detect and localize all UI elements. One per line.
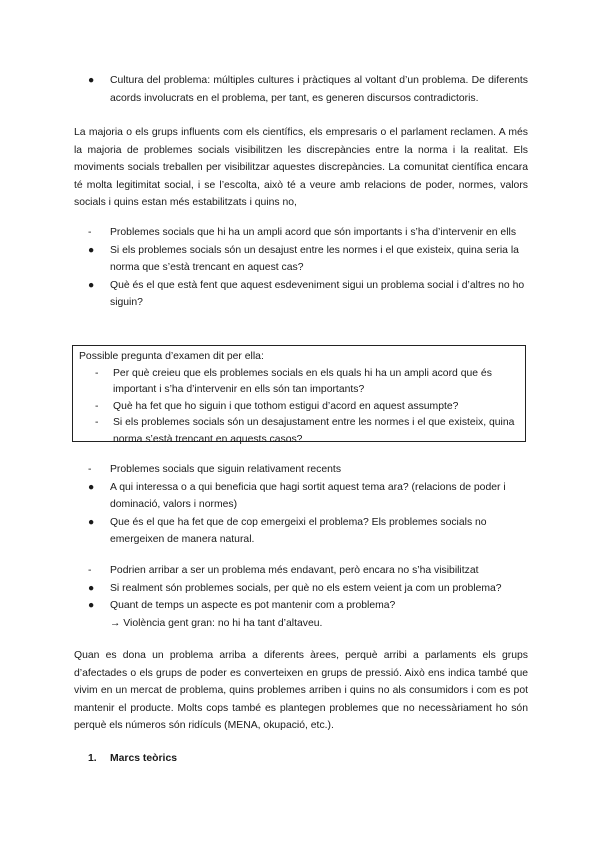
bullet-marker: ● — [88, 600, 95, 612]
dash-marker: - — [88, 565, 92, 576]
list-item-text: Si realment són problemes socials, per què no els estem veient ja com un problema? — [110, 582, 502, 594]
list-item-text: Problemes socials que hi ha un ampli acord que són importants i s’ha d’intervenir en ells — [110, 227, 517, 238]
list-item — [74, 562, 528, 580]
exam-question-text: Què ha fet que ho siguin i que tothom estigui d’acord en aquest assumpte? — [113, 400, 459, 412]
section-title: Marcs teòrics — [110, 753, 177, 764]
dash-marker: - — [88, 464, 92, 475]
bullet-text: Cultura del problema: múltiples cultures i pràctiques al voltant d’un problema. De diferents acords involucrats en el problema, per tant, es generen discursos contradictoris. — [110, 75, 528, 104]
exam-box-title: Possible pregunta d’examen dit per ella: — [79, 351, 264, 362]
bullet-marker: ● — [88, 244, 95, 256]
list-item-text: A qui interessa o a qui beneficia que hagi sortit aquest tema ara? (relacions de poder i dominació, valors i normes) — [110, 481, 506, 511]
bullet-marker: ● — [88, 279, 95, 291]
list-item-text: Problemes socials que siguin relativament recents — [110, 464, 342, 475]
list-item-text: Que és el que ha fet que de cop emergeixi el problema? Els problemes socials no emergeixen de manera natural. — [110, 516, 487, 546]
bullet-marker: ● — [88, 481, 95, 493]
dash-marker: - — [95, 400, 99, 412]
bullet-marker: ● — [88, 516, 95, 528]
paragraph-mercat-problemes — [74, 647, 528, 735]
list-item-text: Podrien arribar a ser un problema més endavant, però encara no s’ha visibilitzat — [110, 565, 479, 576]
paragraph-influents — [74, 124, 528, 212]
list-item-text: Si els problemes socials són un desajust entre les normes i el que existeix, quina seria la norma que s’està trencant en aquest cas? — [110, 244, 519, 274]
list-recents — [74, 461, 528, 549]
bullet-marker: ● — [88, 75, 95, 86]
bullet-marker: ● — [88, 582, 95, 594]
paragraph-text: La majoria o els grups influents com els científics, els empresaris o el parlament reclamen. A més la majoria de problemes socials visibilitzen les discrepàncies entre la norma i la realitat. Els moviments socials treballen per visibilitzar aquestes discrepàncies. La comunitat científica encara té molta legitimitat social, i se l’escolta, això té a veure amb relacions de poder, normes, valors socials i quins estan més estabilitzats i quins no, — [74, 127, 528, 209]
exam-question-box — [72, 345, 526, 445]
cultura-bullet — [74, 72, 528, 107]
dash-marker: - — [95, 417, 99, 428]
list-item-text: Què és el que està fent que aquest esdeveniment sigui un problema social i d’altres no ho siguin? — [110, 279, 525, 309]
list-item — [74, 242, 528, 277]
dash-marker: - — [95, 367, 99, 379]
list-item — [74, 479, 528, 514]
exam-question — [79, 399, 519, 416]
list-item-text: Quant de temps un aspecte es pot mantenir com a problema? — [110, 600, 396, 612]
paragraph-text: Quan es dona un problema arriba a diferents àrees, perquè arribi a parlaments els grups d’afectades o els grups de poder es converteixen en grups de pressió. Això ens indica també que vivim en un mercat de problema, quins problemes arriben i quins no als consumidors i com es pot mantenir el producte. Molts cops també es plantegen problemes que no necessàriament ho són perquè els números són ridículs (MENA, okupació, etc.). — [74, 650, 528, 732]
list-item — [74, 580, 528, 598]
arrow-note: → Violència gent gran: no hi ha tant d’altaveu. — [110, 617, 323, 629]
exam-question — [79, 415, 519, 448]
list-ampli-acord — [74, 224, 528, 312]
list-item — [74, 597, 528, 632]
exam-question-text: Si els problemes socials són un desajustament entre les normes i el que existeix, quina norma s’està trencant en aquests casos? — [113, 417, 515, 445]
exam-question — [79, 366, 519, 399]
section-number: 1. — [88, 753, 97, 764]
list-item — [74, 277, 528, 312]
list-item — [74, 224, 528, 242]
list-mes-endavant — [74, 562, 528, 632]
dash-marker: - — [88, 227, 92, 238]
exam-question-text: Per què creieu que els problemes socials en els quals hi ha un ampli acord que és important i s’ha d’intervenir en ells són tan importants? — [113, 367, 492, 395]
list-item — [74, 514, 528, 549]
list-item — [74, 461, 528, 479]
